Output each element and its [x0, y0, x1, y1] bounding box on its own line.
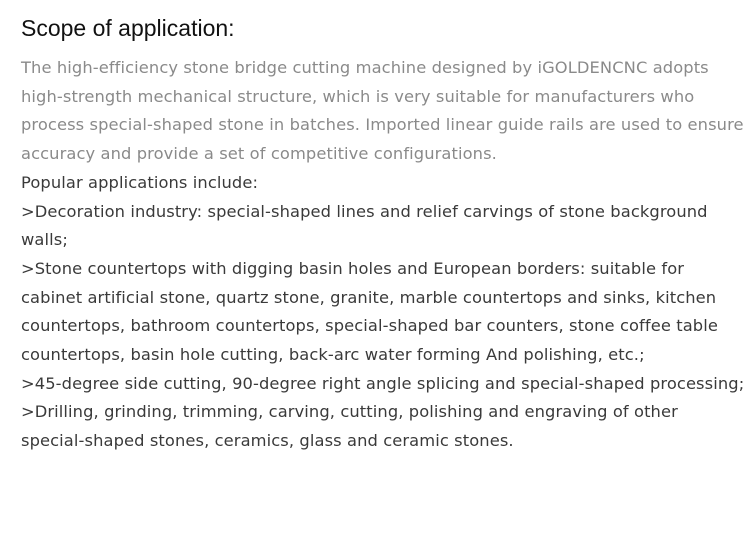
- applications-title: Popular applications include:: [21, 172, 259, 192]
- document: [21, 0, 746, 456]
- applications-list: [21, 169, 746, 456]
- list-item: >Stone countertops with digging basin holes and European borders: suitable for cabinet artificial stone, quartz stone, granite, marble countertops and sinks, kitchen countertops, bathroom countertops, special-shaped bar counters, stone coffee table countertops, basin hole cutting, back-arc water forming And polishing, etc.;: [21, 258, 718, 365]
- intro-paragraph: The high-efficiency stone bridge cutting machine designed by iGOLDENCNC adopts high-strength mechanical structure, which is very suitable for manufacturers who process special-shaped stone in batches. Imported linear guide rails are used to ensure accuracy and provide a set of competitive configurations.: [21, 58, 744, 164]
- section-heading: Scope of application:: [21, 15, 235, 41]
- list-item: >45-degree side cutting, 90-degree right angle splicing and special-shaped processing;: [21, 373, 745, 393]
- list-item: >Drilling, grinding, trimming, carving, cutting, polishing and engraving of other special-shaped stones, ceramics, glass and ceramic stones.: [21, 402, 678, 451]
- list-item: >Decoration industry: special-shaped lines and relief carvings of stone background walls;: [21, 201, 708, 250]
